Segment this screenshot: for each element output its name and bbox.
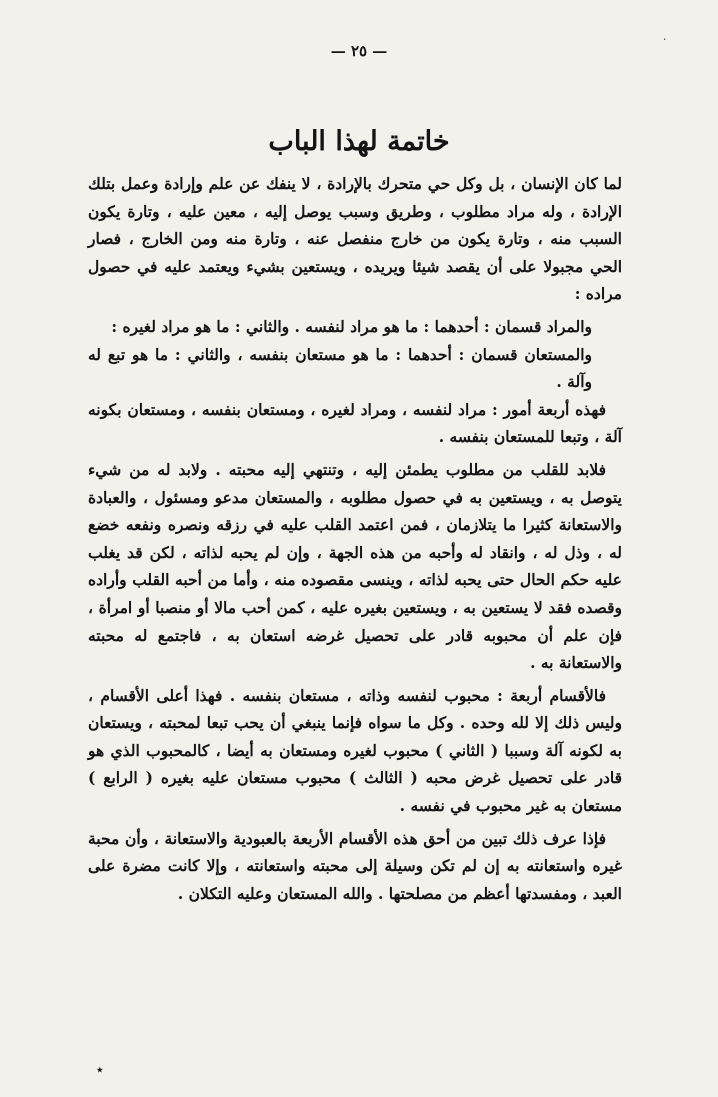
paragraph-1: لما كان الإنسان ، بل وكل حي متحرك بالإرادة ، لا ينفك عن علم وإرادة وعمل بتلك الإرادة ، وله مراد مطلوب ، وطريق وسبب يوصل إليه ، معين عليه ، وتارة يكون السبب منه ، وتارة يكون من خارج منفصل عنه ، وتارة منه ومن الخارج ، فصار الحي مجبولا على أن يقصد شيئا ويريده ، ويستعين بشيء ويعتمد عليه في حصول مراده : xyxy=(88,174,622,304)
paragraph-3: والمستعان قسمان : أحدهما : ما هو مستعان بنفسه ، والثاني : ما هو تبع له وآلة . xyxy=(88,344,592,392)
corner-speck: ٠ xyxy=(662,34,668,45)
paragraph-4: فهذه أربعة أمور : مراد لنفسه ، ومراد لغيره ، ومستعان بنفسه ، ومستعان بكونه آلة ، وتبعا للمستعان بنفسه . xyxy=(88,399,622,447)
paragraph-6: فالأقسام أربعة : محبوب لنفسه وذاته ، مستعان بنفسه . فهذا أعلى الأقسام ، وليس ذلك إلا لله وحده . وكل ما سواه فإنما ينبغي أن يحب تبعا لمحبته ، ويستعان به لكونه آلة وسببا ( الثاني ) محبوب لغيره ومستعان به أيضا ، كالمحبوب الذي هو قادر على تحصيل غرض محبه ( الثالث ) محبوب مستعان عليه بغيره ( الرابع ) مستعان به غير محبوب في نفسه . xyxy=(88,685,622,816)
body-text xyxy=(88,170,622,912)
paragraph-7: فإذا عرف ذلك تبين من أحق هذه الأقسام الأربعة بالعبودية والاستعانة ، وأن محبة غيره واستعانته به إن لم تكن وسيلة إلى محبته واستعانته ، وإلا كانت مضرة على العبد ، ومفسدتها أعظم من مصلحتها . والله المستعان وعليه التكلان . xyxy=(88,828,622,903)
paragraph-2: والمراد قسمان : أحدهما : ما هو مراد لنفسه . والثاني : ما هو مراد لغيره : xyxy=(111,316,592,336)
bottom-speck: ٭ xyxy=(96,1062,104,1078)
paragraph-5: فلابد للقلب من مطلوب يطمئن إليه ، وتنتهي إليه محبته . ولابد له من شيء يتوصل به ، ويستعين به في حصول مطلوبه ، والمستعان مدعو ومسئول ، والعبادة والاستعانة كثيرا ما يتلازمان ، فمن اعتمد القلب عليه في رزقه ونصره ونفعه خضع له ، وذل له ، وانقاد له وأحبه من هذه الجهة ، وإن لم يحبه لذاته ، لكن قد يغلب عليه حكم الحال حتى يحبه لذاته ، وينسى مقصوده منه ، وأما من أحبه القلب وأراده وقصده فقد لا يستعين به ، ويستعين بغيره عليه ، كمن أحب مالا أو منصبا أو امرأة ، فإن علم أن محبوبه قادر على تحصيل غرضه استعان به ، فاجتمع له محبته والاستعانة به . xyxy=(88,459,622,673)
page-number-ornament: — ٢٥ — xyxy=(330,42,388,60)
page-title: خاتمة لهذا الباب xyxy=(268,126,450,158)
